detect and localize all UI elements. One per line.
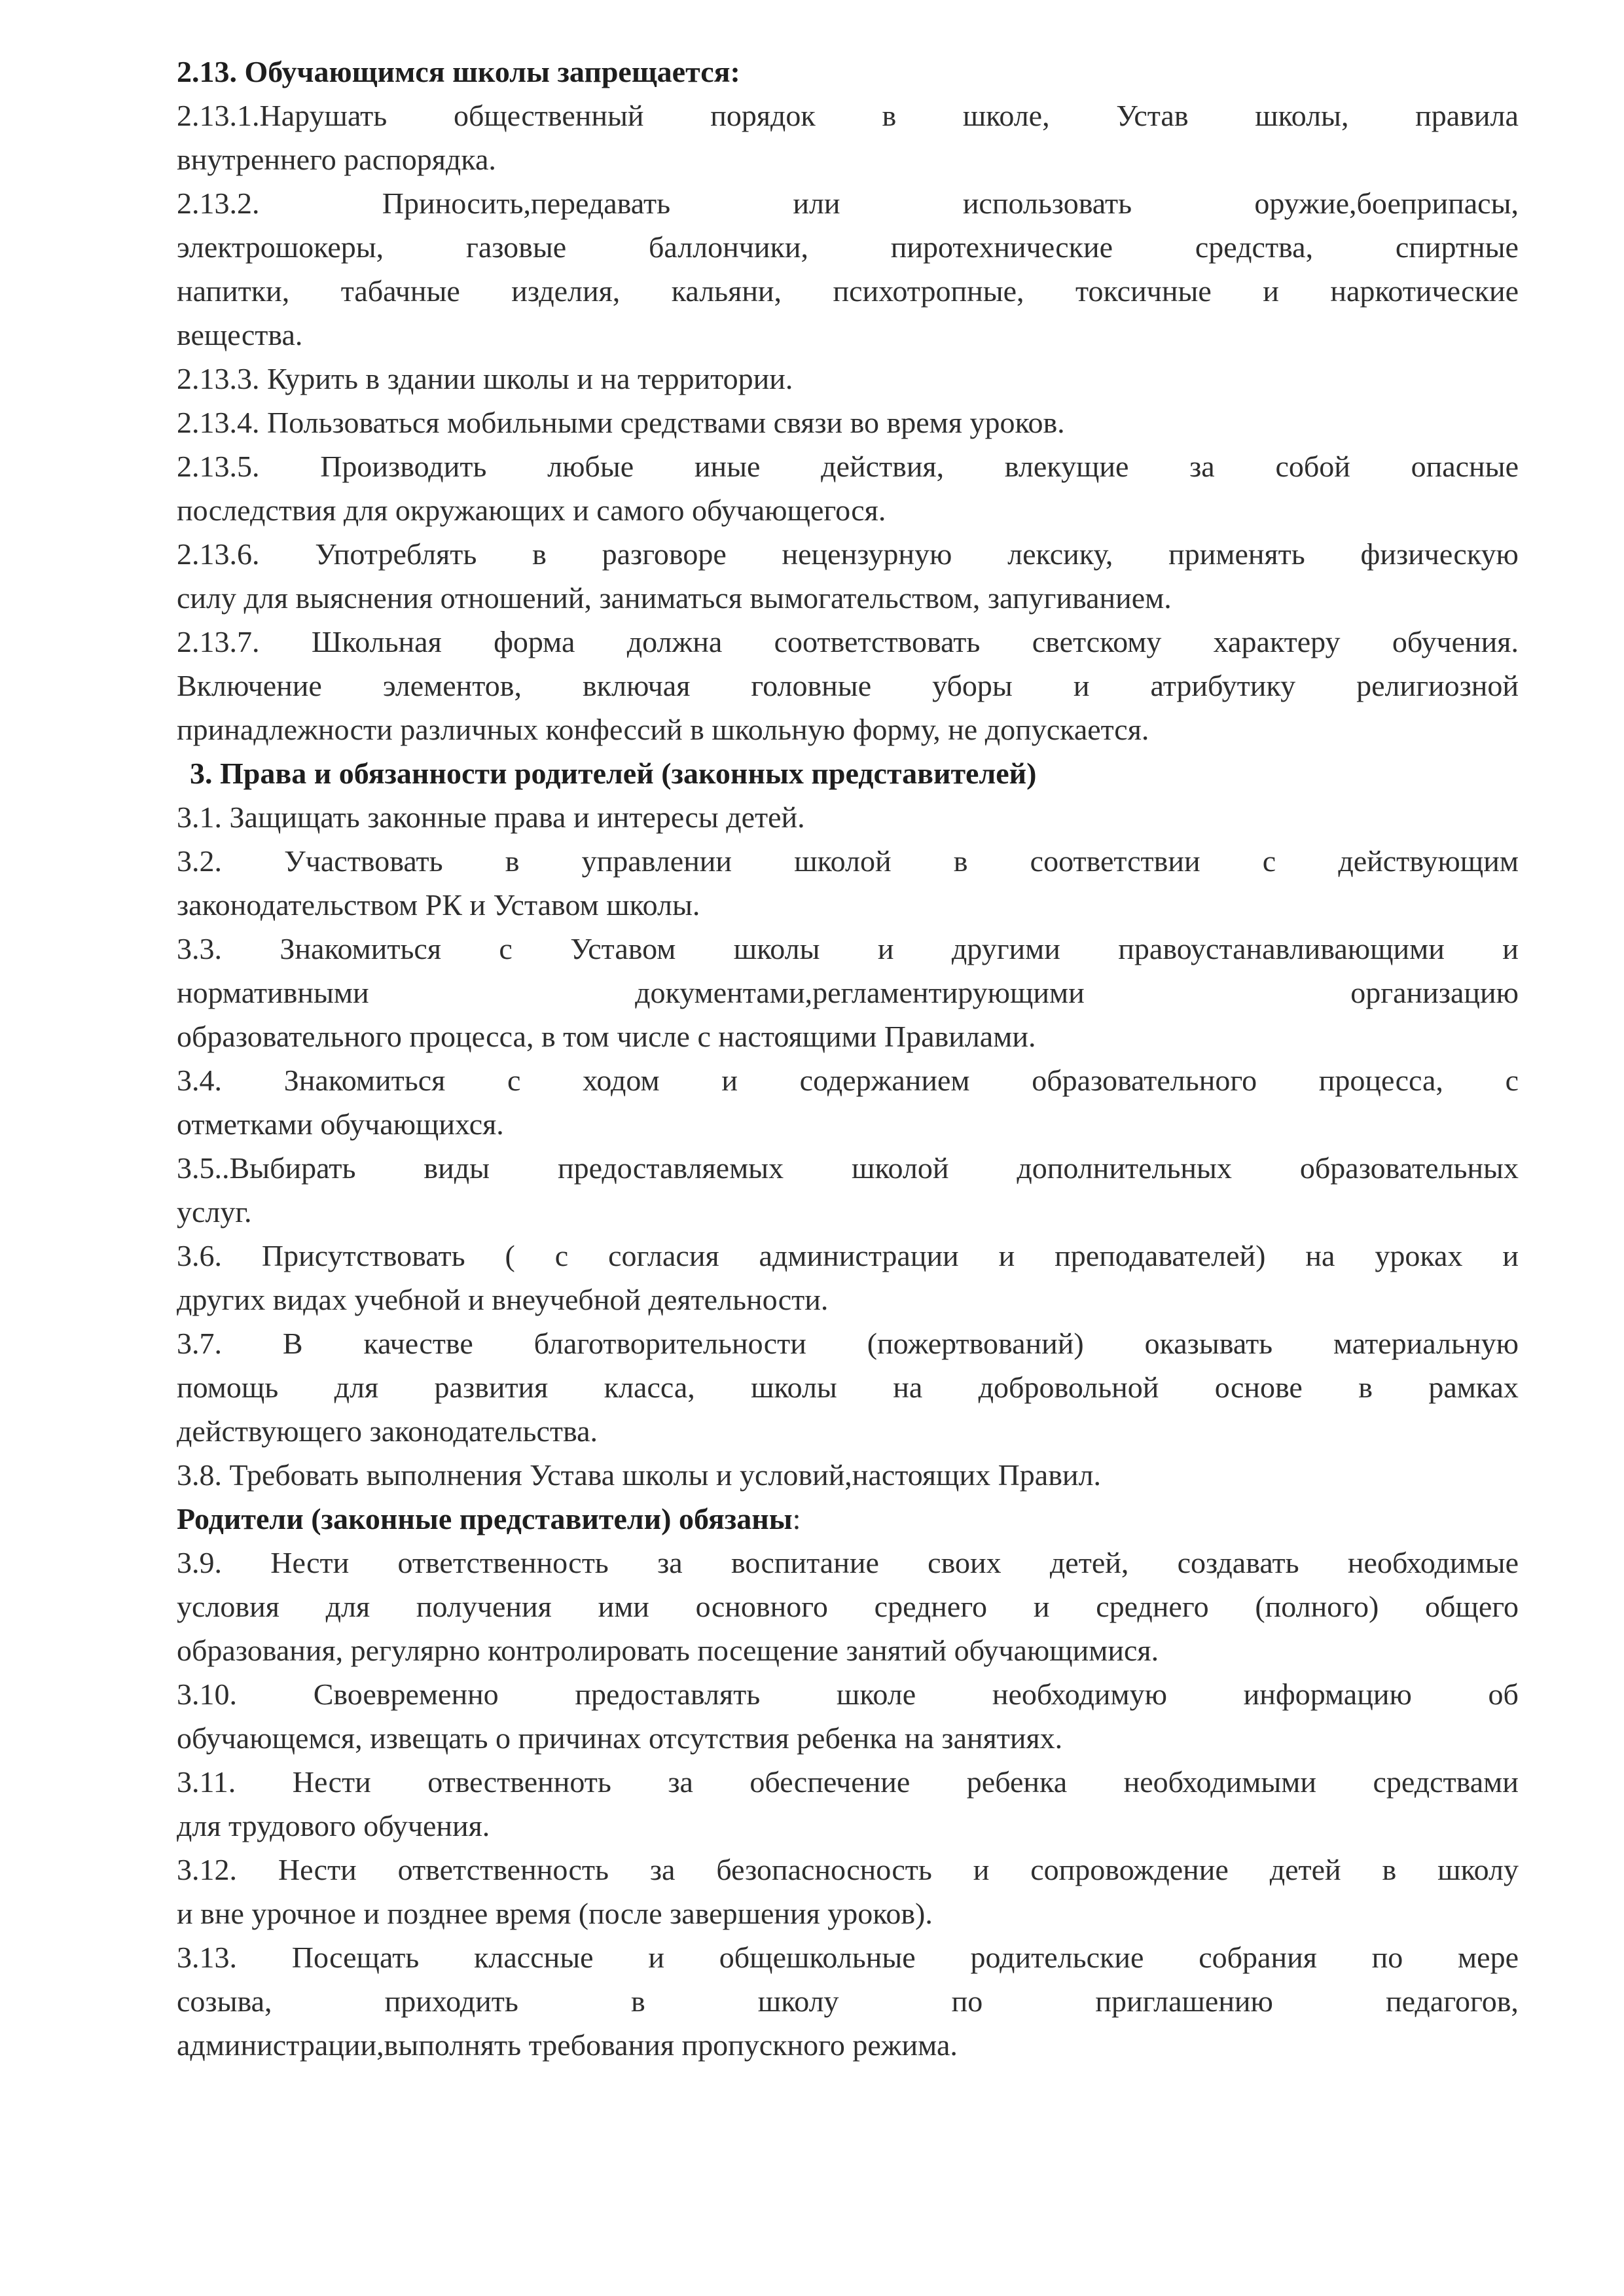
word: любые <box>547 450 634 483</box>
paragraph-line <box>177 1585 1519 1628</box>
word: за <box>649 1853 676 1886</box>
word: 3.2. <box>177 844 222 878</box>
word: для <box>334 1371 379 1404</box>
word: школы <box>733 932 820 965</box>
word: нецензурную <box>782 537 952 571</box>
document-page <box>177 50 1519 2067</box>
paragraph-line: силу для выяснения отношений, заниматься вымогательством, запугиванием. <box>177 581 1172 615</box>
word: соответствии <box>1030 844 1200 878</box>
paragraph-line: образования, регулярно контролировать посещение занятий обучающимися. <box>177 1634 1159 1667</box>
word: Знакомиться <box>283 1064 446 1097</box>
word: образовательного <box>1032 1064 1257 1097</box>
word: ребенка <box>966 1765 1068 1799</box>
word: школе <box>836 1677 916 1711</box>
word: управлении <box>581 844 732 878</box>
word: 3.6. <box>177 1239 222 1272</box>
word: содержанием <box>799 1064 970 1097</box>
word: уборы <box>932 669 1013 702</box>
word: родительские <box>970 1941 1144 1974</box>
word: сопровождение <box>1030 1853 1229 1886</box>
word: Нести <box>270 1546 350 1579</box>
paragraph-line: внутреннего распорядка. <box>177 143 496 176</box>
paragraph-line: законодательством РК и Уставом школы. <box>177 888 700 922</box>
word: порядок <box>710 99 816 132</box>
paragraph-line <box>177 664 1519 708</box>
paragraph-line <box>177 444 1519 488</box>
word: влекущие <box>1004 450 1129 483</box>
word: общественный <box>453 99 644 132</box>
paragraph-line: обучающемся, извещать о причинах отсутствия ребенка на занятиях. <box>177 1721 1063 1755</box>
word: Производить <box>320 450 487 483</box>
paragraph-line <box>177 1935 1519 1979</box>
word: 2.13.6. <box>177 537 260 571</box>
word: необходимыми <box>1123 1765 1316 1799</box>
word: соответствовать <box>774 625 981 658</box>
paragraph-line: действующего законодательства. <box>177 1414 598 1448</box>
word: оружие,боеприпасы, <box>1254 187 1519 220</box>
word: головные <box>751 669 872 702</box>
word: в <box>505 844 520 878</box>
word: нормативными <box>177 976 369 1009</box>
word: развития <box>434 1371 549 1404</box>
paragraph-line <box>177 1058 1519 1102</box>
word: табачные <box>340 274 460 308</box>
word: Уставом <box>570 932 676 965</box>
word: психотропные, <box>833 274 1024 308</box>
word: созыва, <box>177 1984 272 2018</box>
word: лексику, <box>1007 537 1113 571</box>
word: элементов, <box>382 669 522 702</box>
word: Посещать <box>291 1941 420 1974</box>
word: Включение <box>177 669 322 702</box>
paragraph-3-11 <box>177 1760 1519 1848</box>
word: общего <box>1425 1590 1519 1623</box>
word: в <box>1382 1853 1397 1886</box>
word: В <box>282 1327 303 1360</box>
word: виды <box>424 1151 490 1185</box>
word: школу <box>757 1984 839 2018</box>
paragraph-line <box>177 839 1519 883</box>
word: иные <box>694 450 761 483</box>
word: разговоре <box>602 537 727 571</box>
word: Присутствовать <box>261 1239 465 1272</box>
paragraph-2-13-2 <box>177 181 1519 357</box>
word: дополнительных <box>1017 1151 1232 1185</box>
word: условия <box>177 1590 280 1623</box>
paragraph-3-8: 3.8. Требовать выполнения Устава школы и условий,настоящих Правил. <box>177 1458 1102 1492</box>
word: наркотические <box>1330 274 1519 308</box>
word: обучения. <box>1392 625 1519 658</box>
paragraph-3-5 <box>177 1146 1519 1234</box>
word: электрошокеры, <box>177 230 384 264</box>
word: и <box>1033 1590 1050 1623</box>
word: и <box>721 1064 738 1097</box>
word: 3.13. <box>177 1941 237 1974</box>
word: образовательных <box>1299 1151 1519 1185</box>
word: включая <box>583 669 691 702</box>
word: и <box>877 932 894 965</box>
section-3-heading: 3. Права и обязанности родителей (законных представителей) <box>190 757 1037 790</box>
word: религиозной <box>1356 669 1519 702</box>
word: баллончики, <box>649 230 808 264</box>
paragraph-line: вещества. <box>177 318 303 351</box>
word: приглашению <box>1095 1984 1273 2018</box>
paragraph-3-7 <box>177 1321 1519 1453</box>
word: действующим <box>1338 844 1519 878</box>
paragraph-3-12 <box>177 1848 1519 1935</box>
word: обеспечение <box>749 1765 911 1799</box>
word: 3.9. <box>177 1546 222 1579</box>
word: в <box>953 844 968 878</box>
word: с <box>507 1064 521 1097</box>
word: с <box>1505 1064 1519 1097</box>
paragraph-line: последствия для окружающих и самого обучающегося. <box>177 493 886 527</box>
word: пиротехнические <box>890 230 1113 264</box>
word: класса, <box>604 1371 695 1404</box>
word: в <box>532 537 547 571</box>
word: предоставлять <box>575 1677 761 1711</box>
word: необходимые <box>1347 1546 1519 1579</box>
word: отвественноть <box>427 1765 611 1799</box>
word: с <box>499 932 513 965</box>
word: по <box>1371 1941 1403 1974</box>
word: и <box>1263 274 1279 308</box>
word: ими <box>598 1590 649 1623</box>
paragraph-3-6 <box>177 1234 1519 1321</box>
word: светскому <box>1032 625 1162 658</box>
word: для <box>325 1590 370 1623</box>
word: ответственность <box>397 1853 609 1886</box>
word: среднего <box>1096 1590 1209 1623</box>
paragraph-2-13-3: 2.13.3. Курить в здании школы и на территории. <box>177 362 793 395</box>
word: помощь <box>177 1371 279 1404</box>
paragraph-line <box>177 1760 1519 1804</box>
word: Употреблять <box>315 537 477 571</box>
word: детей <box>1269 1853 1341 1886</box>
paragraph-line <box>177 94 1519 137</box>
word: общешкольные <box>719 1941 916 1974</box>
word: газовые <box>465 230 567 264</box>
word: на <box>1305 1239 1335 1272</box>
word: безопасносность <box>716 1853 932 1886</box>
word: среднего <box>874 1590 988 1623</box>
word: опасные <box>1411 450 1519 483</box>
word: воспитание <box>731 1546 879 1579</box>
word: по <box>951 1984 983 2018</box>
word: преподавателей) <box>1055 1239 1266 1272</box>
word: школы, <box>1255 99 1349 132</box>
word: ответственность <box>397 1546 609 1579</box>
paragraph-3-10 <box>177 1672 1519 1760</box>
word: (полного) <box>1255 1590 1379 1623</box>
word: средствами <box>1373 1765 1519 1799</box>
word: уроках <box>1375 1239 1463 1272</box>
word: использовать <box>962 187 1132 220</box>
word: спиртные <box>1395 230 1519 264</box>
word: с <box>554 1239 569 1272</box>
word: 3.7. <box>177 1327 222 1360</box>
word: физическую <box>1360 537 1519 571</box>
word: другими <box>951 932 1060 965</box>
word: собрания <box>1199 1941 1317 1974</box>
paragraph-2-13-5 <box>177 444 1519 532</box>
paragraph-line <box>177 532 1519 576</box>
paragraph-line: администрации,выполнять требования пропускного режима. <box>177 2028 958 2062</box>
word: благотворительности <box>533 1327 806 1360</box>
subheading-text: Родители (законные представители) обязаны <box>177 1502 793 1535</box>
word: средства, <box>1195 230 1314 264</box>
word: правила <box>1415 99 1519 132</box>
word: 3.4. <box>177 1064 222 1097</box>
word: 3.12. <box>177 1853 237 1886</box>
paragraph-line: других видах учебной и внеучебной деятельности. <box>177 1283 829 1316</box>
word: за <box>668 1765 693 1799</box>
word: правоустанавливающими <box>1118 932 1445 965</box>
word: необходимую <box>992 1677 1167 1711</box>
word: Участвовать <box>284 844 443 878</box>
word: оказывать <box>1144 1327 1273 1360</box>
word: за <box>1189 450 1215 483</box>
word: Знакомиться <box>280 932 441 965</box>
word: получения <box>416 1590 552 1623</box>
word: основного <box>695 1590 828 1623</box>
word: атрибутику <box>1150 669 1296 702</box>
word: на <box>893 1371 923 1404</box>
word: Школьная <box>311 625 442 658</box>
paragraph-3-2 <box>177 839 1519 927</box>
paragraph-line: образовательного процесса, в том числе с настоящими Правилами. <box>177 1020 1036 1053</box>
word: применять <box>1168 537 1305 571</box>
word: школой <box>794 844 892 878</box>
word: Своевременно <box>313 1677 499 1711</box>
word: добровольной <box>978 1371 1159 1404</box>
word: характеру <box>1213 625 1341 658</box>
paragraph-line <box>177 1321 1519 1365</box>
paragraph-line <box>177 1672 1519 1716</box>
paragraph-line <box>177 1234 1519 1278</box>
word: и <box>1073 669 1090 702</box>
word: 3.5..Выбирать <box>177 1151 356 1185</box>
word: документами,регламентирующими <box>635 976 1085 1009</box>
paragraph-line <box>177 269 1519 313</box>
word: и <box>1502 932 1519 965</box>
word: или <box>793 187 840 220</box>
word: педагогов, <box>1386 1984 1519 2018</box>
word: действия, <box>821 450 945 483</box>
paragraph-line: отметками обучающихся. <box>177 1107 504 1141</box>
word: 2.13.1.Нарушать <box>177 99 388 132</box>
word: качестве <box>363 1327 473 1360</box>
word: и <box>998 1239 1015 1272</box>
paragraph-line <box>177 1541 1519 1585</box>
word: рамках <box>1428 1371 1519 1404</box>
word: своих <box>928 1546 1001 1579</box>
paragraph-3-13 <box>177 1935 1519 2067</box>
paragraph-line <box>177 181 1519 225</box>
paragraph-line <box>177 1848 1519 1892</box>
paragraph-line: услуг. <box>177 1195 252 1229</box>
word: Устав <box>1116 99 1189 132</box>
word: 2.13.7. <box>177 625 260 658</box>
word: токсичные <box>1075 274 1212 308</box>
word: администрации <box>759 1239 959 1272</box>
word: Нести <box>278 1853 357 1886</box>
word: основе <box>1214 1371 1303 1404</box>
paragraph-line <box>177 1146 1519 1190</box>
word: школой <box>852 1151 949 1185</box>
word: согласия <box>608 1239 719 1272</box>
word: школе, <box>962 99 1050 132</box>
word: с <box>1262 844 1276 878</box>
paragraph-line <box>177 620 1519 664</box>
word: школы <box>751 1371 837 1404</box>
parents-obligations-subheading <box>177 1497 1519 1541</box>
word: в <box>630 1984 645 2018</box>
paragraph-line: принадлежности различных конфессий в школьную форму, не допускается. <box>177 713 1149 746</box>
paragraph-line <box>177 1979 1519 2023</box>
word: ( <box>505 1239 515 1272</box>
word: Приносить,передавать <box>382 187 671 220</box>
word: кальяни, <box>671 274 782 308</box>
word: приходить <box>384 1984 518 2018</box>
paragraph-2-13-7 <box>177 620 1519 751</box>
word: в <box>1358 1371 1373 1404</box>
word: предоставляемых <box>557 1151 784 1185</box>
paragraph-line <box>177 225 1519 269</box>
paragraph-2-13-1 <box>177 94 1519 181</box>
paragraph-3-4 <box>177 1058 1519 1146</box>
word: мере <box>1458 1941 1519 1974</box>
section-2-13-heading: 2.13. Обучающимся школы запрещается: <box>177 55 740 88</box>
word: форма <box>494 625 575 658</box>
word: 3.11. <box>177 1765 236 1799</box>
word: Нести <box>292 1765 371 1799</box>
word: материальную <box>1333 1327 1519 1360</box>
word: напитки, <box>177 274 290 308</box>
word: за <box>657 1546 683 1579</box>
word: создавать <box>1177 1546 1299 1579</box>
paragraph-line: и вне урочное и позднее время (после завершения уроков). <box>177 1897 933 1930</box>
paragraph-2-13-6 <box>177 532 1519 620</box>
word: процесса, <box>1318 1064 1443 1097</box>
paragraph-line <box>177 1365 1519 1409</box>
word: 3.10. <box>177 1677 237 1711</box>
word: 2.13.5. <box>177 450 260 483</box>
paragraph-line: для трудового обучения. <box>177 1809 490 1842</box>
word: школу <box>1437 1853 1519 1886</box>
subheading-colon: : <box>792 1502 801 1535</box>
paragraph-3-9 <box>177 1541 1519 1672</box>
word: информацию <box>1243 1677 1412 1711</box>
word: и <box>1502 1239 1519 1272</box>
word: организацию <box>1350 976 1519 1009</box>
word: 2.13.2. <box>177 187 260 220</box>
paragraph-2-13-4: 2.13.4. Пользоваться мобильными средствами связи во время уроков. <box>177 406 1065 439</box>
word: изделия, <box>511 274 621 308</box>
word: классные <box>474 1941 594 1974</box>
paragraph-3-1: 3.1. Защищать законные права и интересы детей. <box>177 800 805 834</box>
paragraph-line <box>177 927 1519 971</box>
word: и <box>973 1853 990 1886</box>
word: в <box>882 99 897 132</box>
word: собой <box>1275 450 1350 483</box>
word: и <box>648 1941 664 1974</box>
word: об <box>1488 1677 1519 1711</box>
paragraph-line <box>177 971 1519 1014</box>
paragraph-3-3 <box>177 927 1519 1058</box>
word: ходом <box>583 1064 660 1097</box>
word: (пожертвований) <box>867 1327 1084 1360</box>
word: 3.3. <box>177 932 222 965</box>
word: детей, <box>1049 1546 1129 1579</box>
word: должна <box>626 625 723 658</box>
